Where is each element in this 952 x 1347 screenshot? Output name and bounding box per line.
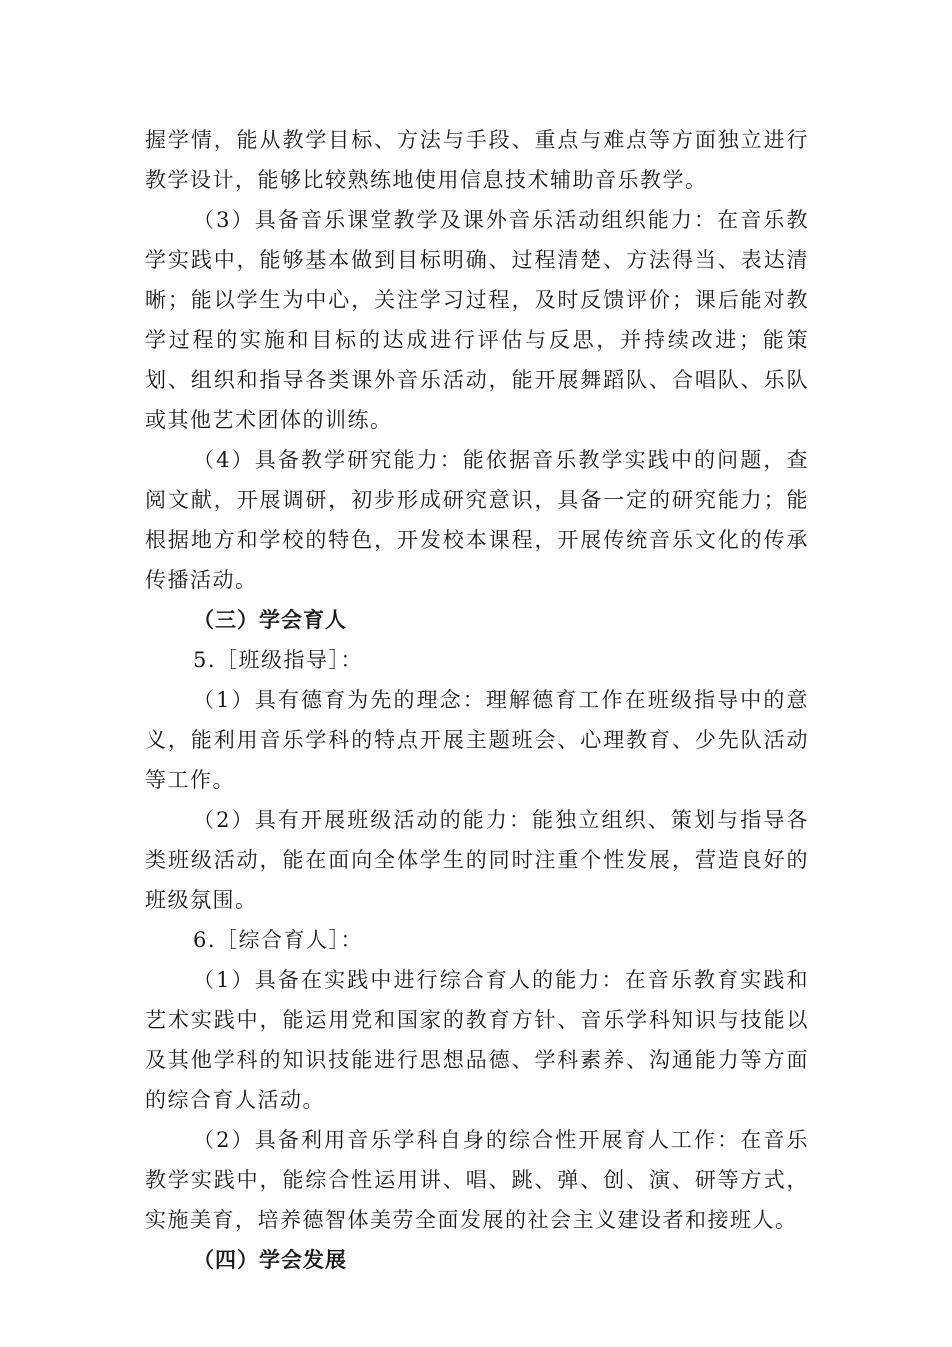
subsection-class-guidance: 5.［班级指导］： — [193, 648, 364, 672]
paragraph-6-1: （1）具备在实践中进行综合育人的能力：在音乐教育实践和艺术实践中，能运用党和国家的教育方针、音乐学科知识与技能以及其他学科的知识技能进行思想品德、学科素养、沟通能力等方面的综合育人活动。 — [145, 968, 809, 1112]
paragraph-continuation: 握学情，能从教学目标、方法与手段、重点与难点等方面独立进行教学设计，能够比较熟练地使用信息技术辅助音乐教学。 — [145, 128, 809, 192]
paragraph-5-2: （2）具有开展班级活动的能力：能独立组织、策划与指导各类班级活动，能在面向全体学生的同时注重个性发展，营造良好的班级氛围。 — [145, 808, 809, 912]
document-body — [145, 120, 809, 1280]
paragraph-item-4: （4）具备教学研究能力：能依据音乐教学实践中的问题，查阅文献，开展调研，初步形成研究意识，具备一定的研究能力；能根据地方和学校的特色，开发校本课程，开展传统音乐文化的传承传播活动。 — [145, 448, 809, 592]
section-heading-4: （四）学会发展 — [193, 1248, 347, 1272]
paragraph-item-3: （3）具备音乐课堂教学及课外音乐活动组织能力：在音乐教学实践中，能够基本做到目标明确、过程清楚、方法得当、表达清晰；能以学生为中心，关注学习过程，及时反馈评价；课后能对教学过程的实施和目标的达成进行评估与反思，并持续改进；能策划、组织和指导各类课外音乐活动，能开展舞蹈队、合唱队、乐队或其他艺术团体的训练。 — [145, 208, 809, 432]
paragraph-6-2: （2）具备利用音乐学科自身的综合性开展育人工作：在音乐教学实践中，能综合性运用讲、唱、跳、弹、创、演、研等方式，实施美育，培养德智体美劳全面发展的社会主义建设者和接班人。 — [145, 1128, 809, 1232]
subsection-comprehensive-education: 6.［综合育人］： — [193, 928, 364, 952]
paragraph-5-1: （1）具有德育为先的理念：理解德育工作在班级指导中的意义，能利用音乐学科的特点开展主题班会、心理教育、少先队活动等工作。 — [145, 688, 809, 792]
section-heading-3: （三）学会育人 — [193, 608, 347, 632]
